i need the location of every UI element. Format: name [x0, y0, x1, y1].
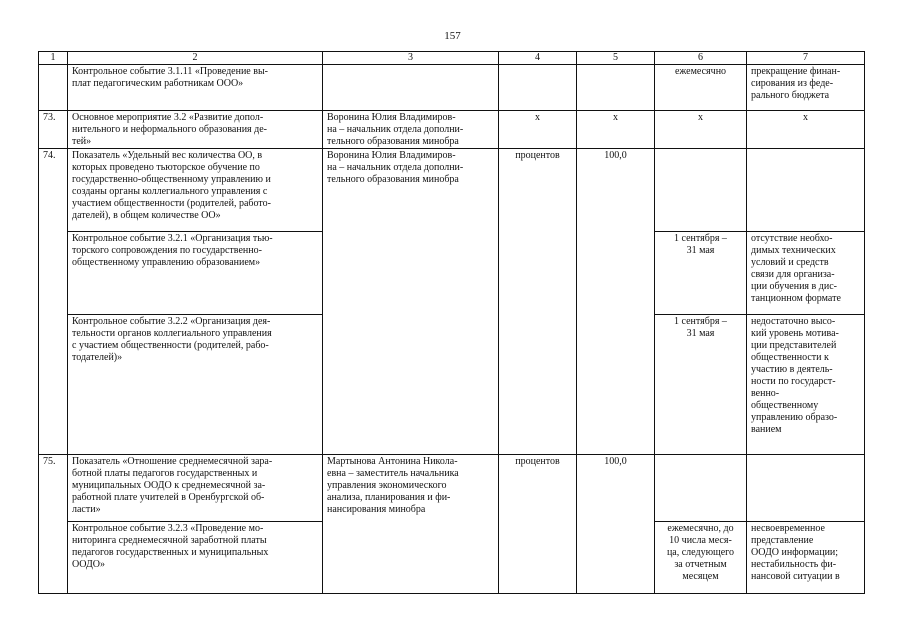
deadline-cell: 1 сентября – 31 мая — [655, 232, 747, 315]
header-cell: 2 — [68, 52, 323, 65]
risk-cell: недостаточно высо- кий уровень мотива- ции представителей общественности к участию в деятель- ности по государст- венно- общественному управлению образо- ванием — [747, 315, 865, 455]
target-cell — [577, 65, 655, 111]
responsible-cell: Воронина Юлия Владимиров- на – начальник отдела дополни- тельного образования минобра — [323, 149, 499, 455]
risk-cell: несвоевременное представление ООДО информации; нестабильность фи- нансовой ситуации в — [747, 522, 865, 594]
row-number-cell: 74. — [39, 149, 68, 455]
unit-cell: процентов — [499, 149, 577, 455]
risk-cell: х — [747, 111, 865, 149]
deadline-cell: х — [655, 111, 747, 149]
activity-cell: Контрольное событие 3.1.11 «Проведение вы- плат педагогическим работникам ООО» — [68, 65, 323, 111]
table-row — [39, 455, 865, 522]
header-cell: 3 — [323, 52, 499, 65]
unit-cell: процентов — [499, 455, 577, 594]
target-cell: 100,0 — [577, 455, 655, 594]
risk-cell: отсутствие необхо- димых технических условий и средств связи для организа- ции обучения в дис- танционном формате — [747, 232, 865, 315]
header-row — [39, 52, 865, 65]
target-cell: 100,0 — [577, 149, 655, 455]
table-row — [39, 149, 865, 232]
header-cell: 1 — [39, 52, 68, 65]
row-number-cell — [39, 65, 68, 111]
header-cell: 5 — [577, 52, 655, 65]
activity-cell: Контрольное событие 3.2.2 «Организация дея- тельности органов коллегиального управления с участием общественности (родителей, рабо- тодателей)» — [68, 315, 323, 455]
header-cell: 4 — [499, 52, 577, 65]
page-number: 157 — [444, 30, 461, 42]
unit-cell — [499, 65, 577, 111]
activity-cell: Контрольное событие 3.2.3 «Проведение мо- ниторинга среднемесячной заработной платы педагогов государственных и муниципальных ООДО» — [68, 522, 323, 594]
deadline-cell: ежемесячно — [655, 65, 747, 111]
deadline-cell — [655, 149, 747, 232]
activity-cell: Контрольное событие 3.2.1 «Организация тью- торского сопровождения по государственно- общественному управлению образованием» — [68, 232, 323, 315]
program-table — [38, 51, 865, 594]
table-row — [39, 111, 865, 149]
deadline-cell — [655, 455, 747, 522]
row-number-cell: 73. — [39, 111, 68, 149]
table-row — [39, 65, 865, 111]
responsible-cell: Воронина Юлия Владимиров- на – начальник отдела дополни- тельного образования минобра — [323, 111, 499, 149]
unit-cell: х — [499, 111, 577, 149]
risk-cell — [747, 149, 865, 232]
responsible-cell: Мартынова Антонина Никола- евна – заместитель начальника управления экономического анализа, планирования и фи- нансирования минобра — [323, 455, 499, 594]
header-cell: 6 — [655, 52, 747, 65]
indicator-cell: Показатель «Удельный вес количества ОО, в которых проведено тьюторское обучение по государственно-общественному управлению и созданы органы коллегиального управления с участием общественности (родителей, работо- дателей), в общем количестве ОО» — [68, 149, 323, 232]
risk-cell: прекращение финан- сирования из феде- рального бюджета — [747, 65, 865, 111]
indicator-cell: Показатель «Отношение среднемесячной зара- ботной платы педагогов государственных и муниципальных ООДО к среднемесячной за- работной плате учителей в Оренбургской об- ласти» — [68, 455, 323, 522]
deadline-cell: 1 сентября – 31 мая — [655, 315, 747, 455]
header-cell: 7 — [747, 52, 865, 65]
risk-cell — [747, 455, 865, 522]
responsible-cell — [323, 65, 499, 111]
target-cell: х — [577, 111, 655, 149]
deadline-cell: ежемесячно, до 10 числа меся- ца, следующего за отчетным месяцем — [655, 522, 747, 594]
activity-cell: Основное мероприятие 3.2 «Развитие допол- нительного и неформального образования де- тей» — [68, 111, 323, 149]
row-number-cell: 75. — [39, 455, 68, 594]
